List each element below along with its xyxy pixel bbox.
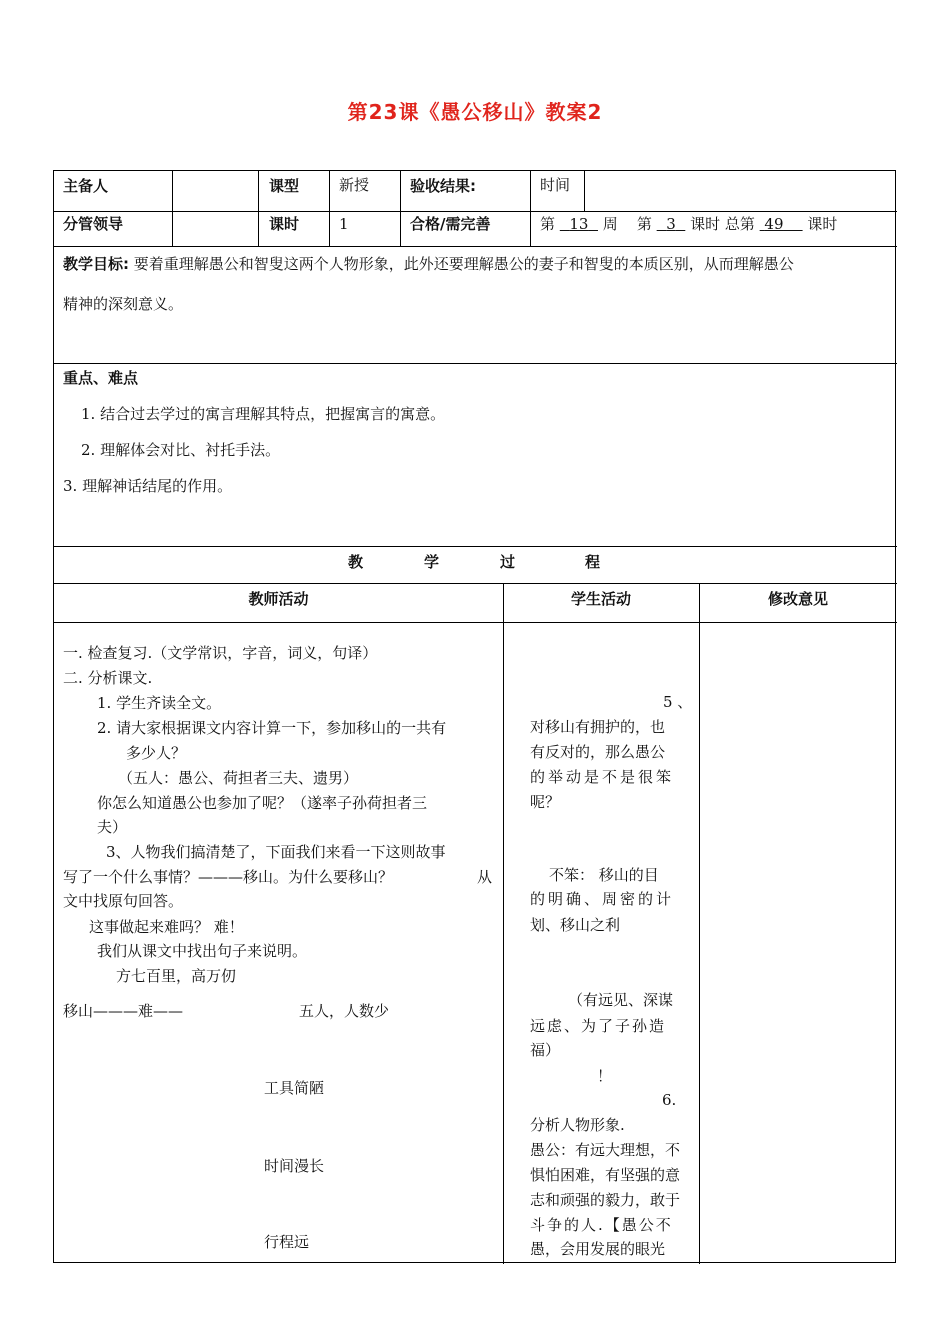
student-line: 惧怕困难，有坚强的意	[530, 1166, 681, 1184]
keshi-value: 1	[339, 215, 349, 233]
student-line: ！	[597, 1067, 613, 1085]
schedule-keshi-end: 课时	[807, 215, 838, 233]
schedule-di: 第	[540, 215, 556, 233]
process-heading-char: 学	[424, 553, 440, 571]
student-line: 远虑、为了子孙造	[530, 1017, 667, 1035]
teacher-line: 3、人物我们搞清楚了，下面我们来看一下这则故事	[106, 843, 446, 861]
schedule-total: 49	[764, 215, 784, 233]
fenguan-label: 分管领导	[63, 215, 124, 233]
schedule-line	[540, 214, 837, 234]
row-divider	[54, 546, 897, 547]
col-divider	[584, 171, 585, 211]
student-line: 不笨： 移山的目	[549, 866, 659, 884]
schedule-period: 3	[666, 215, 676, 233]
shijian-label: 时间	[540, 176, 571, 194]
col-divider	[503, 583, 504, 1264]
goals-line1	[63, 254, 794, 274]
schedule-di2: 第	[636, 215, 652, 233]
student-line: 的举动是不是很笨	[530, 768, 675, 786]
process-heading-char: 教	[348, 553, 364, 571]
key-point-item: 1. 结合过去学过的寓言理解其特点，把握寓言的寓意。	[81, 405, 446, 423]
revision-column-header: 修改意见	[767, 590, 828, 608]
col-divider	[400, 171, 401, 246]
schedule-keshi-zong: 课时 总第	[690, 215, 755, 233]
kexing-label: 课型	[269, 177, 300, 195]
teacher-line: 方七百里，高万仞	[116, 967, 237, 985]
process-heading-char: 过	[500, 553, 516, 571]
teacher-line: 工具简陋	[264, 1079, 325, 1097]
teacher-line: 一. 检查复习.（文学常识，字音，词义，句译）	[63, 644, 378, 662]
kexing-value: 新授	[339, 176, 370, 194]
student-line: 分析人物形象.	[530, 1116, 625, 1134]
teacher-line: （五人：愚公、荷担者三夫、遗男）	[118, 769, 359, 787]
keshi-label: 课时	[269, 215, 300, 233]
schedule-week: 13	[569, 215, 589, 233]
teacher-line: 多少人？	[126, 744, 187, 762]
yanshou-label: 验收结果:	[410, 177, 476, 195]
goals-line2: 精神的深刻意义。	[63, 295, 184, 313]
teacher-line: 二. 分析课文.	[63, 669, 153, 687]
row-divider	[54, 622, 897, 623]
key-points-label: 重点、难点	[63, 369, 139, 387]
key-point-item: 2. 理解体会对比、衬托手法。	[81, 441, 281, 459]
col-divider	[172, 171, 173, 246]
hege-label: 合格/需完善	[410, 215, 491, 233]
teacher-line: 我们从课文中找出句子来说明。	[97, 942, 308, 960]
row-divider	[54, 583, 897, 584]
teacher-line: 文中找原句回答。	[63, 892, 184, 910]
lesson-plan-table	[53, 170, 896, 1263]
teacher-line: 时间漫长	[264, 1157, 325, 1175]
col-divider	[699, 583, 700, 1264]
goals-label: 教学目标:	[63, 255, 129, 273]
student-line: 对移山有拥护的，也	[530, 718, 666, 736]
row-divider	[54, 363, 897, 364]
teacher-line: 2. 请大家根据课文内容计算一下，参加移山的一共有	[97, 719, 447, 737]
teacher-line: 五人，人数少	[299, 1002, 390, 1020]
teacher-line: 行程远	[264, 1233, 310, 1251]
student-line: 有反对的，那么愚公	[530, 743, 666, 761]
process-heading-char: 程	[585, 553, 601, 571]
row-divider	[54, 211, 897, 212]
student-line: 划、移山之利	[530, 916, 621, 934]
student-line: 愚，会用发展的眼光	[530, 1240, 666, 1258]
row-divider	[54, 246, 897, 247]
teacher-column-header: 教师活动	[248, 590, 309, 608]
teacher-line: 移山———难——	[63, 1002, 184, 1020]
key-point-item: 3. 理解神话结尾的作用。	[63, 477, 233, 495]
student-line: 福）	[530, 1041, 561, 1059]
student-line: 斗争的人.【愚公不	[530, 1216, 673, 1234]
teacher-line: 你怎么知道愚公也参加了呢？（遂率子孙荷担者三	[97, 794, 428, 812]
col-divider	[258, 171, 259, 246]
student-line: 5 、	[663, 693, 693, 711]
teacher-line: 从	[477, 868, 493, 886]
goals-text: 要着重理解愚公和智叟这两个人物形象，此外还要理解愚公的妻子和智叟的本质区别，从而理解愚公	[133, 255, 794, 273]
teacher-line: 夫）	[97, 818, 128, 836]
col-divider	[329, 171, 330, 246]
zhubeiren-label: 主备人	[63, 177, 109, 195]
page-title: 第23课《愚公移山》教案2	[347, 100, 603, 124]
student-line: 愚公：有远大理想，不	[530, 1141, 681, 1159]
schedule-zhou: 周	[602, 215, 618, 233]
student-line: 志和顽强的毅力，敢于	[530, 1191, 681, 1209]
teacher-line: 写了一个什么事情？———移山。为什么要移山？	[63, 868, 394, 886]
col-divider	[530, 171, 531, 246]
teacher-line: 1. 学生齐读全文。	[97, 694, 222, 712]
student-line: （有远见、深谋	[568, 991, 674, 1009]
student-column-header: 学生活动	[570, 590, 631, 608]
student-line: 的明确、周密的计	[530, 890, 675, 908]
student-line: 呢？	[530, 793, 561, 811]
teacher-line: 这事做起来难吗？ 难！	[89, 918, 244, 936]
student-line: 6.	[662, 1091, 677, 1109]
